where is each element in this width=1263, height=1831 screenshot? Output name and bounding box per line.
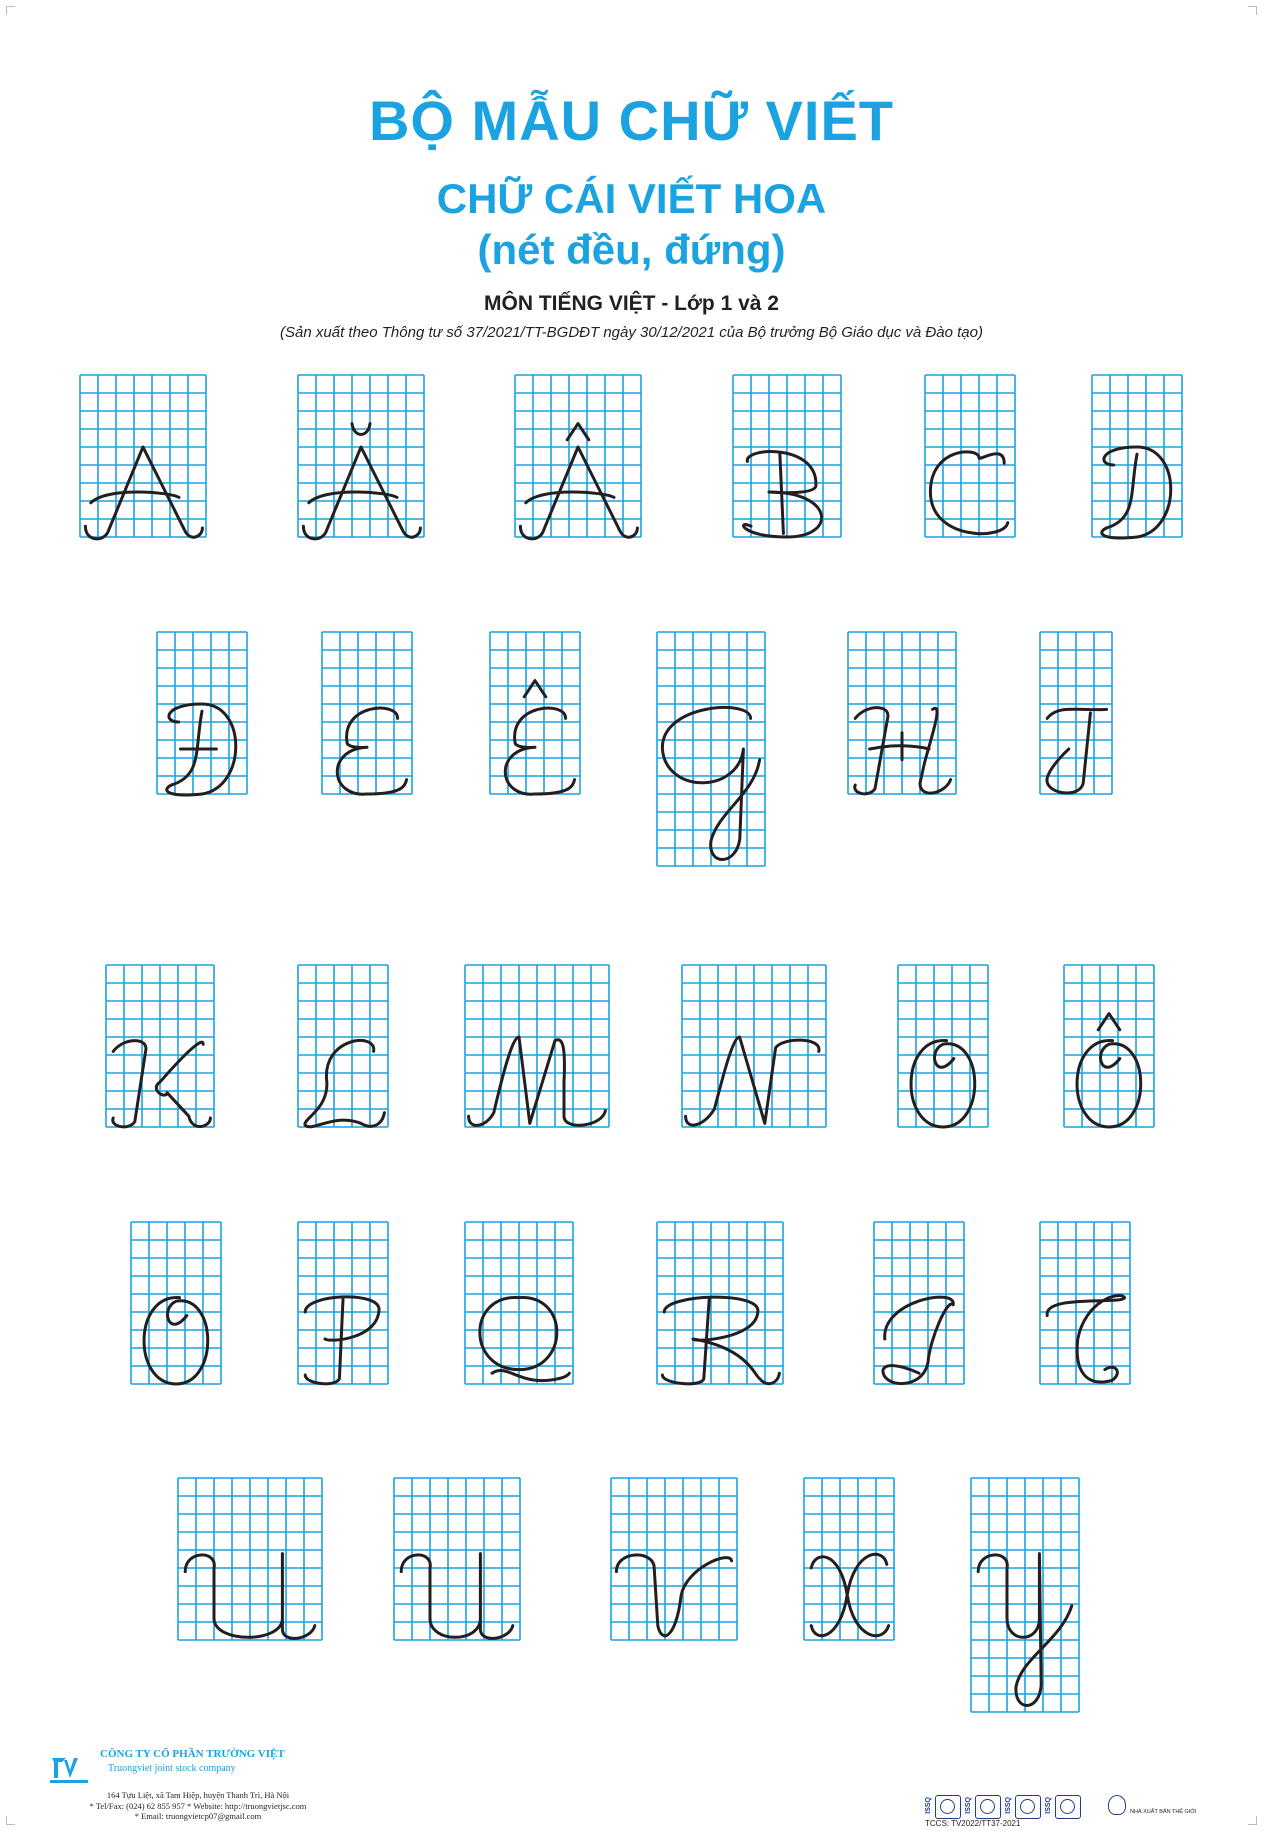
writing-grid <box>682 965 826 1127</box>
company-email: * Email: truongvietcp07@gmail.com <box>134 1811 262 1821</box>
cursive-letter-glyph <box>85 447 202 539</box>
letter-sample-svg <box>131 1222 221 1384</box>
cursive-letter-glyph <box>686 1037 819 1125</box>
letter-sample-svg <box>465 965 609 1127</box>
writing-grid <box>465 1222 573 1384</box>
letter-grid-14 <box>298 965 388 1127</box>
cursive-letter-glyph <box>662 1297 779 1384</box>
letter-grid-18 <box>1064 965 1154 1127</box>
letter-sample-svg <box>848 632 956 794</box>
letter-grid-2 <box>298 375 424 537</box>
letter-sample-svg <box>657 632 765 866</box>
writing-grid <box>298 375 424 537</box>
writing-grid <box>515 375 641 537</box>
letter-grid-27 <box>611 1478 737 1640</box>
letter-grid-6 <box>1092 375 1182 537</box>
letter-grid-29 <box>971 1478 1079 1712</box>
tccs-code: TCCS: TV2022/TT37-2021 <box>925 1819 1021 1828</box>
company-info <box>48 1790 348 1822</box>
letter-sample-svg <box>733 375 841 537</box>
cursive-letter-glyph <box>1102 447 1171 538</box>
cursive-letter-glyph <box>480 1297 570 1380</box>
crop-mark-top-right <box>1248 6 1257 15</box>
letter-sample-svg <box>515 375 641 537</box>
letter-sample-svg <box>298 1222 388 1384</box>
letter-grid-15 <box>465 965 609 1127</box>
company-name: CÔNG TY CỔ PHẦN TRƯỜNG VIỆT <box>100 1748 285 1760</box>
certification-badge-icon <box>1015 1795 1041 1819</box>
cursive-letter-glyph <box>401 1554 513 1639</box>
company-name-en: Truongviet joint stock company <box>108 1763 236 1774</box>
letter-sample-svg <box>394 1478 520 1640</box>
publisher-logo-icon <box>1108 1795 1126 1815</box>
letter-grid-12 <box>1040 632 1112 794</box>
letter-grid-10 <box>657 632 765 866</box>
writing-grid <box>657 632 765 866</box>
letter-sample-svg <box>1040 632 1112 794</box>
crop-mark-bottom-right <box>1248 1816 1257 1825</box>
cursive-letter-glyph <box>144 1297 208 1384</box>
letter-grid-9 <box>490 632 580 794</box>
cert-label: ISSQ <box>925 1797 932 1814</box>
letter-grid-16 <box>682 965 826 1127</box>
writing-grid <box>394 1478 520 1640</box>
letter-grid-4 <box>733 375 841 537</box>
letter-sample-svg <box>157 632 247 794</box>
subject-label: MÔN TIẾNG VIỆT - Lớp 1 và 2 <box>484 292 779 315</box>
letter-grid-13 <box>106 965 214 1127</box>
cursive-letter-glyph <box>616 1555 731 1636</box>
cursive-letter-glyph <box>1077 1014 1141 1127</box>
letter-grid-23 <box>874 1222 964 1384</box>
cursive-letter-glyph <box>811 1554 888 1635</box>
page-subtitle: CHỮ CÁI VIẾT HOA <box>436 175 827 222</box>
certification-badge-icon <box>935 1795 961 1819</box>
writing-grid <box>178 1478 322 1640</box>
cursive-letter-glyph <box>303 424 420 539</box>
letter-grid-22 <box>657 1222 783 1384</box>
letter-grid-19 <box>131 1222 221 1384</box>
writing-grid <box>1040 1222 1130 1384</box>
letter-grid-8 <box>322 632 412 794</box>
certification-badge-icon <box>975 1795 1001 1819</box>
letter-sample-svg <box>1092 375 1182 537</box>
letter-grid-28 <box>804 1478 894 1640</box>
letter-grid-21 <box>465 1222 573 1384</box>
letter-grid-11 <box>848 632 956 794</box>
letter-sample-svg <box>465 1222 573 1384</box>
cursive-letter-glyph <box>505 681 574 795</box>
letter-sample-svg <box>804 1478 894 1640</box>
letter-sample-svg <box>178 1478 322 1640</box>
letter-sample-svg <box>925 375 1015 537</box>
letter-grid-20 <box>298 1222 388 1384</box>
letter-sample-svg <box>80 375 206 537</box>
letter-sample-svg <box>611 1478 737 1640</box>
letter-sample-svg <box>898 965 988 1127</box>
company-contact: * Tel/Fax: (024) 62 855 957 * Website: http://truongvietjsc.com <box>89 1800 307 1811</box>
letter-grid-3 <box>515 375 641 537</box>
writing-grid <box>131 1222 221 1384</box>
letter-sample-svg <box>322 632 412 794</box>
cursive-letter-glyph <box>930 452 1007 534</box>
letter-sample-svg <box>874 1222 964 1384</box>
letter-sample-svg <box>490 632 580 794</box>
cursive-letter-glyph <box>911 1040 975 1127</box>
letter-sample-svg <box>1040 1222 1130 1384</box>
letter-grid-26 <box>394 1478 520 1640</box>
cursive-letter-glyph <box>883 1297 953 1383</box>
crop-mark-top-left <box>6 6 15 15</box>
writing-grid <box>971 1478 1079 1712</box>
company-address: 164 Tựu Liệt, xã Tam Hiệp, huyện Thanh Trì, Hà Nội <box>106 1790 290 1800</box>
writing-grid <box>848 632 956 794</box>
publisher-name: NHÀ XUẤT BẢN THẾ GIỚI <box>1130 1809 1197 1815</box>
writing-grid <box>106 965 214 1127</box>
cert-label: ISSQ <box>1045 1797 1052 1814</box>
letter-grid-7 <box>157 632 247 794</box>
letter-sample-svg <box>657 1222 783 1384</box>
truong-viet-logo-icon <box>48 1752 92 1788</box>
cert-label: ISSQ <box>1005 1797 1012 1814</box>
letter-grid-5 <box>925 375 1015 537</box>
regulation-note: (Sản xuất theo Thông tư số 37/2021/TT-BGDĐT ngày 30/12/2021 của Bộ trưởng Bộ Giáo dục và Đào tạo) <box>280 324 983 341</box>
writing-grid <box>322 632 412 794</box>
cursive-letter-glyph <box>520 424 637 539</box>
letter-sample-svg <box>682 965 826 1127</box>
letter-sample-svg <box>971 1478 1079 1712</box>
letter-grid-24 <box>1040 1222 1130 1384</box>
letter-grid-25 <box>178 1478 322 1640</box>
cursive-letter-glyph <box>337 708 406 794</box>
page-title: BỘ MẪU CHỮ VIẾT <box>368 89 894 152</box>
letter-sample-svg <box>106 965 214 1127</box>
letter-grid-1 <box>80 375 206 537</box>
letter-sample-svg <box>298 965 388 1127</box>
letter-sample-svg <box>298 375 424 537</box>
page-subtitle-note: (nét đều, đứng) <box>477 226 786 273</box>
cursive-letter-glyph <box>167 704 236 795</box>
writing-grid <box>1064 965 1154 1127</box>
writing-grid <box>898 965 988 1127</box>
writing-grid <box>80 375 206 537</box>
certification-badge-icon <box>1055 1795 1081 1819</box>
letter-sample-svg <box>1064 965 1154 1127</box>
crop-mark-bottom-left <box>6 1816 15 1825</box>
letter-grid-17 <box>898 965 988 1127</box>
writing-grid <box>490 632 580 794</box>
cert-label: ISSQ <box>965 1797 972 1814</box>
